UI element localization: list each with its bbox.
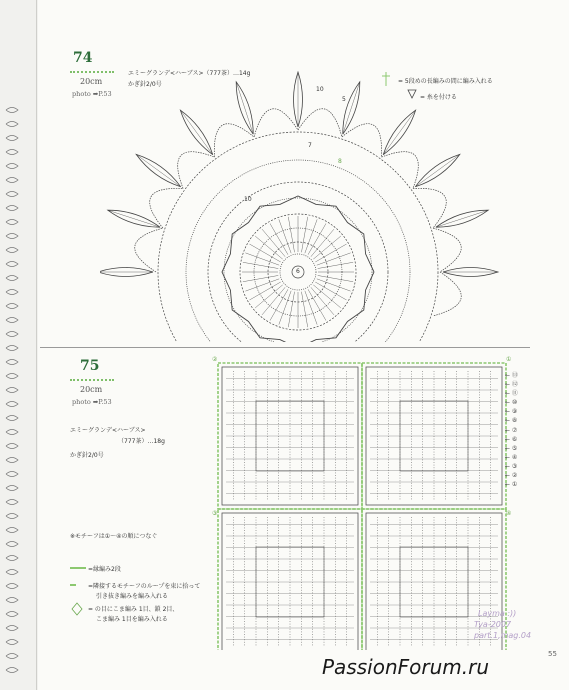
site-watermark: PassionForum.ru — [322, 655, 490, 679]
row-label-8: 8 — [338, 158, 342, 165]
section-divider — [40, 347, 530, 348]
credit-line-2: Tya-2007 — [474, 620, 512, 629]
legend-stitch-1: = の目にこま編み 1目、鎖 2目、 — [88, 606, 179, 613]
legend-stitch-2: こま編み 1目を編み入れる — [96, 616, 168, 623]
row-label-10-top: 10 — [316, 86, 324, 93]
row-label-6: 6 — [296, 268, 300, 275]
page-number: 55 — [548, 650, 557, 658]
legend-join-swatch — [70, 584, 76, 586]
pattern-75-rule — [70, 379, 114, 381]
credit-line-1: Layma :)) — [478, 609, 517, 618]
pattern-75-yarn-2: （777茶）…18g — [118, 438, 165, 445]
motif-label-3: ③ — [212, 510, 218, 517]
row-number: ← ⑤ — [505, 444, 518, 452]
legend-border: =縁編み2段 — [88, 566, 121, 573]
motif-label-1: ① — [506, 356, 512, 363]
row-label-5: 5 — [342, 96, 346, 103]
pattern-74-photo-ref: photo ➡P.53 — [72, 90, 112, 98]
pattern-74-hook: かぎ針2/0号 — [128, 81, 162, 88]
motif-label-4: ④ — [506, 510, 512, 517]
pattern-74-legend-arrow: = 5段めの長編みの間に編み入れる — [398, 78, 493, 85]
row-number: ← ⑩ — [505, 399, 518, 407]
row-number: ← ⑪ — [505, 390, 518, 398]
pattern-75-join-note: ※モチーフは①〜④の順につなぐ — [70, 533, 158, 540]
legend-stitch-symbol — [70, 602, 84, 616]
row-number: ← ④ — [505, 453, 518, 461]
row-number: ← ① — [505, 481, 518, 489]
pattern-75-hook: かぎ針2/0号 — [70, 452, 104, 459]
row-number: ← ② — [505, 472, 518, 480]
doily-chart-74 — [100, 70, 520, 345]
credit-line-3: part.1,mag.04 — [474, 631, 532, 640]
row-number: ← ⑧ — [505, 417, 518, 425]
legend-join-2: 引き抜き編みを編み入れる — [96, 593, 169, 600]
motif-label-2: ② — [212, 356, 218, 363]
pattern-75-size: 20cm — [80, 385, 103, 394]
motif-chart-75 — [210, 355, 510, 650]
pattern-74-number: 74 — [73, 50, 93, 66]
gutter-edge-pattern — [0, 0, 38, 690]
pattern-75-yarn-1: エミーグランデ<ハーブス> — [70, 427, 146, 434]
pattern-75-photo-ref: photo ➡P.53 — [72, 398, 112, 406]
row-label-10-mid: 10 — [244, 196, 252, 203]
pattern-74-legend-cut: = 糸を付ける — [420, 94, 457, 101]
pattern-74-yarn: エミーグランデ<ハーブス>（777茶）…14g — [128, 70, 251, 77]
row-number: ← ③ — [505, 462, 518, 470]
row-number: ← ⑬ — [505, 372, 518, 379]
motif-row-numbers — [505, 371, 535, 489]
legend-join-1: =隣接するモチーフのループを束に拾って — [88, 583, 201, 590]
row-number: ← ⑦ — [505, 426, 518, 434]
row-number: ← ⑥ — [505, 435, 518, 443]
row-number: ← ⑫ — [505, 381, 518, 389]
row-number: ← ⑨ — [505, 408, 518, 416]
legend-border-swatch — [70, 567, 86, 569]
row-label-7: 7 — [308, 142, 312, 149]
pattern-74-size: 20cm — [80, 77, 103, 86]
pattern-75-number: 75 — [80, 358, 100, 374]
